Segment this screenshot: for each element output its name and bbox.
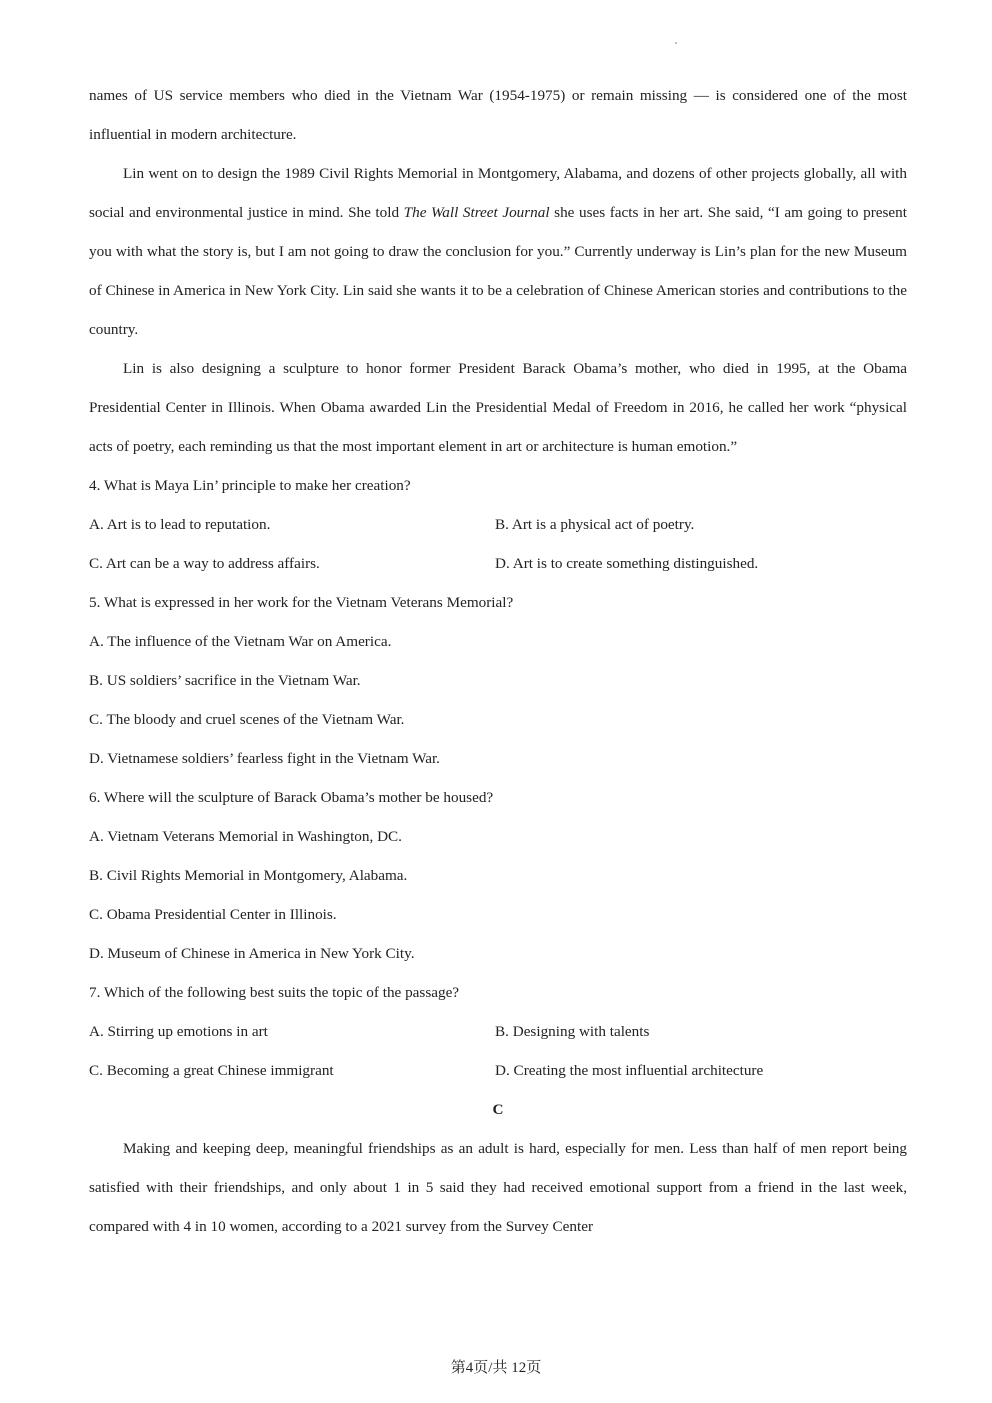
section-c-heading: C xyxy=(492,1101,504,1118)
newspaper-title: The Wall Street Journal xyxy=(403,204,550,221)
question-4-options-row-1 xyxy=(89,505,907,544)
passage-b-paragraph-1-part-a: Lin went on to design the 1989 Civil Rights Memorial in Montgomery, Alabama, and dozens of other projects globally, all with social and environmental justice in mind. She told xyxy=(89,165,907,221)
passage-b-paragraph-0: names of US service members who died in the Vietnam War (1954-1975) or remain missing — is considered one of the most influential in modern architecture. xyxy=(89,87,907,143)
question-6-option-d: D. Museum of Chinese in America in New York City. xyxy=(89,945,415,962)
question-7-options-row-2 xyxy=(89,1051,907,1090)
page-number-footer: 第4页/共 12页 xyxy=(450,1360,542,1376)
question-5-option-d: D. Vietnamese soldiers’ fearless fight in the Vietnam War. xyxy=(89,750,440,767)
question-6-option-a: A. Vietnam Veterans Memorial in Washington, DC. xyxy=(89,828,402,845)
question-4-stem: 4. What is Maya Lin’ principle to make her creation? xyxy=(89,477,411,494)
question-4-option-a: A. Art is to lead to reputation. xyxy=(89,516,271,533)
question-6-stem: 6. Where will the sculpture of Barack Obama’s mother be housed? xyxy=(89,789,494,806)
section-c-paragraph-0: Making and keeping deep, meaningful friendships as an adult is hard, especially for men. Less than half of men report being satisfied with their friendships, and only about 1 in 5 said they had received emotional support from a friend in the last week, compared with 4 in 10 women, according to a 2021 survey from the Survey Center xyxy=(89,1140,907,1235)
document-page xyxy=(89,76,907,1246)
question-7-option-b: B. Designing with talents xyxy=(495,1023,650,1040)
question-5-option-a: A. The influence of the Vietnam War on America. xyxy=(89,633,392,650)
passage-b-paragraph-1 xyxy=(89,154,907,349)
scan-dot xyxy=(675,42,677,44)
question-7-stem: 7. Which of the following best suits the topic of the passage? xyxy=(89,984,460,1001)
question-7-option-a: A. Stirring up emotions in art xyxy=(89,1023,268,1040)
passage-b-paragraph-2: Lin is also designing a sculpture to honor former President Barack Obama’s mother, who died in 1995, at the Obama Presidential Center in Illinois. When Obama awarded Lin the Presidential Medal of Freedom in 2016, he called her work “physical acts of poetry, each reminding us that the most important element in art or architecture is human emotion.” xyxy=(89,360,907,455)
question-7-option-d: D. Creating the most influential architecture xyxy=(495,1062,764,1079)
question-7-options-row-1 xyxy=(89,1012,907,1051)
question-5-option-b: B. US soldiers’ sacrifice in the Vietnam War. xyxy=(89,672,361,689)
question-6-option-c: C. Obama Presidential Center in Illinois. xyxy=(89,906,337,923)
question-4-option-c: C. Art can be a way to address affairs. xyxy=(89,555,320,572)
question-4-option-b: B. Art is a physical act of poetry. xyxy=(495,516,695,533)
question-5-option-c: C. The bloody and cruel scenes of the Vietnam War. xyxy=(89,711,405,728)
question-4-option-d: D. Art is to create something distinguished. xyxy=(495,555,759,572)
question-4-options-row-2 xyxy=(89,544,907,583)
question-6-option-b: B. Civil Rights Memorial in Montgomery, Alabama. xyxy=(89,867,408,884)
question-7-option-c: C. Becoming a great Chinese immigrant xyxy=(89,1062,334,1079)
passage-b-paragraph-1-part-b: she uses facts in her art. She said, “I am going to present you with what the story is, but I am not going to draw the conclusion for you.” Currently underway is Lin’s plan for the new Museum of Chinese in America in New York City. Lin said she wants it to be a celebration of Chinese American stories and contributions to the country. xyxy=(89,204,907,338)
question-5-stem: 5. What is expressed in her work for the Vietnam Veterans Memorial? xyxy=(89,594,514,611)
